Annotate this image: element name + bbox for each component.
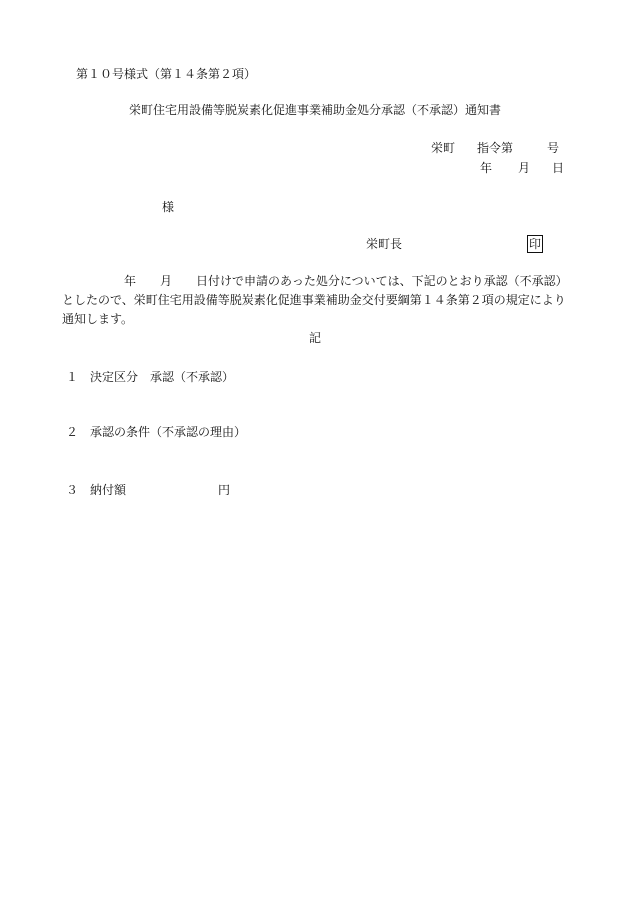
addressee-line: 様	[162, 200, 175, 214]
item-number: ２	[66, 425, 79, 439]
issuer-line	[431, 142, 559, 154]
date-month: 月	[518, 161, 531, 175]
form-number: 第１０号様式（第１４条第２項）	[76, 67, 257, 81]
date-line	[480, 162, 564, 174]
item-number: １	[66, 370, 79, 384]
item-text: 決定区分 承認（不承認）	[90, 370, 235, 384]
payment-unit: 円	[218, 483, 231, 497]
date-day: 日	[552, 161, 565, 175]
body-paragraph: 年 月 日付けで申請のあった処分については、下記のとおり承認（不承認）としたので、栄町住宅用設備等脱炭素化促進事業補助金交付要綱第１４条第２項の規定により通知します。	[62, 274, 568, 326]
item-text: 承認の条件（不承認の理由）	[90, 425, 247, 439]
seal-mark: 印	[528, 237, 541, 251]
date-year: 年	[480, 161, 493, 175]
payment-label: 納付額	[90, 483, 127, 497]
document-title: 栄町住宅用設備等脱炭素化促進事業補助金処分承認（不承認）通知書	[128, 103, 501, 117]
number-suffix: 号	[547, 141, 560, 155]
list-item	[66, 484, 230, 496]
item-number: ３	[66, 483, 79, 497]
list-item	[66, 371, 234, 383]
issuer-town: 栄町	[431, 141, 456, 155]
ki-heading: 記	[308, 331, 321, 345]
sender-name: 栄町長	[366, 237, 403, 251]
list-item	[66, 426, 246, 438]
directive-label: 指令第	[477, 141, 514, 155]
